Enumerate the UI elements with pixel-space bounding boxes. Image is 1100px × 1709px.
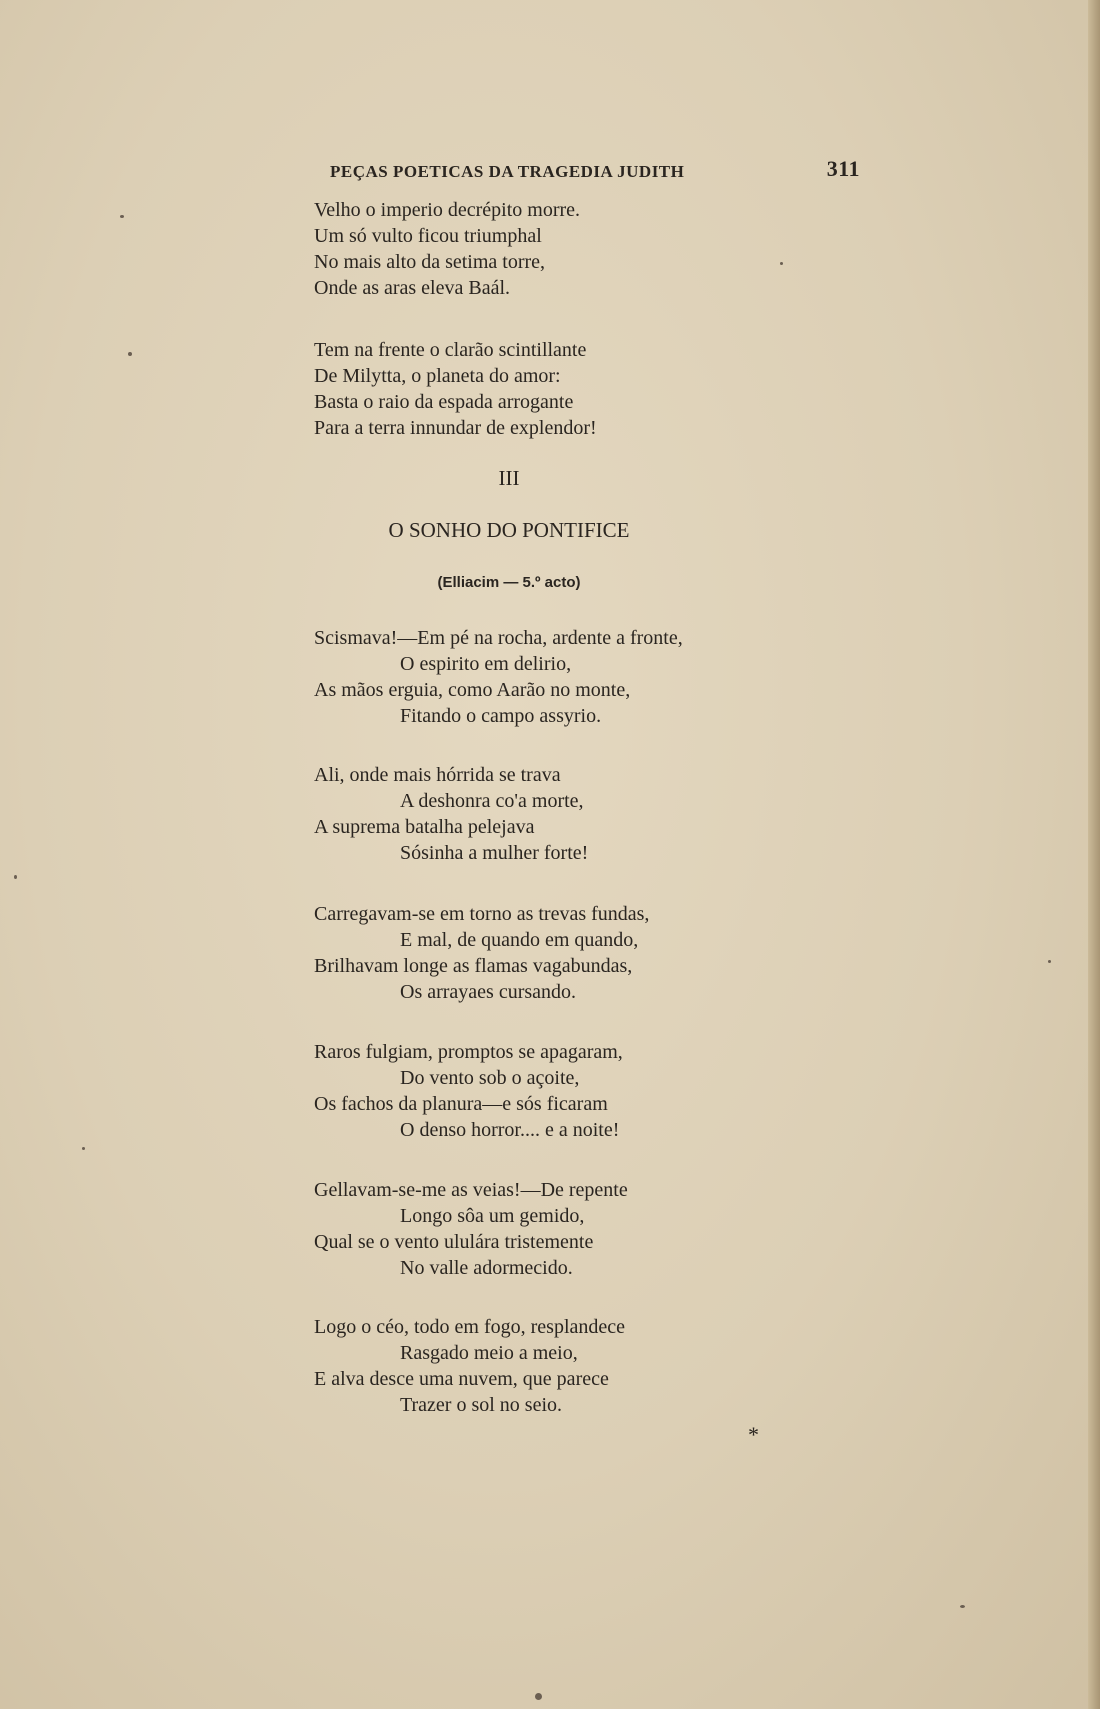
verse-line: Gellavam-se-me as veias!—De repente [314,1179,628,1201]
verse-line: O espirito em delirio, [400,653,572,675]
verse-line: De Milytta, o planeta do amor: [314,365,561,387]
page-number: 311 [826,156,860,181]
verse-line: Rasgado meio a meio, [400,1342,578,1364]
stanza [314,197,784,301]
top-poem-2 [314,337,784,441]
poem-stanza-2 [314,762,784,866]
verse-line: O denso horror.... e a noite! [400,1119,620,1141]
verse-line: Qual se o vento ululára tristemente [314,1231,594,1253]
verse-line: Basta o raio da espada arrogante [314,391,574,413]
verse-line: Do vento sob o açoite, [400,1067,580,1089]
verse-line: Ali, onde mais hórrida se trava [314,764,561,786]
verse-line: A deshonra co'a morte, [400,790,584,812]
verse-line: Scismava!—Em pé na rocha, ardente a fronte, [314,627,683,649]
page-edge [1088,0,1100,1709]
verse-line: A suprema batalha pelejava [314,816,535,838]
verse-line: Onde as aras eleva Baál. [314,277,511,299]
page-header [330,156,860,186]
poem-stanza-1 [314,625,784,729]
stanza [314,337,784,441]
verse-line: Os arrayaes cursando. [400,981,577,1003]
verse-line: No mais alto da setima torre, [314,251,546,273]
section-title: O SONHO DO PONTIFICE [388,518,630,542]
poem-stanza-6 [314,1314,784,1418]
running-title: PEÇAS POETICAS DA TRAGEDIA JUDITH [330,162,685,181]
paper-speck [120,215,124,218]
verse-line: Sósinha a mulher forte! [400,842,589,864]
verse-line: E alva desce uma nuvem, que parece [314,1368,609,1390]
verse-line: As mãos erguia, como Aarão no monte, [314,679,631,701]
verse-line: Velho o imperio decrépito morre. [314,199,581,221]
verse-line: Logo o céo, todo em fogo, resplandece [314,1316,626,1338]
verse-line: E mal, de quando em quando, [400,929,639,951]
poem-stanza-5 [314,1177,784,1281]
poem-stanza-3 [314,901,784,1005]
verse-line: Um só vulto ficou triumphal [314,225,542,247]
paper-speck [128,352,132,356]
paper-speck [14,875,17,879]
top-poem [314,197,784,301]
verse-line: Carregavam-se em torno as trevas fundas, [314,903,650,925]
paper-speck [780,262,783,265]
verse-line: Raros fulgiam, promptos se apagaram, [314,1041,623,1063]
verse-line: Tem na frente o clarão scintillante [314,339,587,361]
paper-speck [82,1147,85,1150]
section-note: (Elliacim — 5.º acto) [437,574,581,591]
section-number: III [498,466,520,490]
poem-stanza-4 [314,1039,784,1143]
paper-speck [1048,960,1051,963]
verse-line: Fitando o campo assyrio. [400,705,602,727]
verse-line: Trazer o sol no seio. [400,1394,563,1416]
paper-speck [960,1605,965,1608]
verse-line: Brilhavam longe as flamas vagabundas, [314,955,633,977]
verse-line: Longo sôa um gemido, [400,1205,585,1227]
verse-line: Para a terra innundar de explendor! [314,417,597,439]
verse-line: Os fachos da planura—e sós ficaram [314,1093,608,1115]
verse-line: No valle adormecido. [400,1257,573,1279]
paper-speck [535,1693,542,1700]
end-asterisk: * [748,1422,759,1447]
